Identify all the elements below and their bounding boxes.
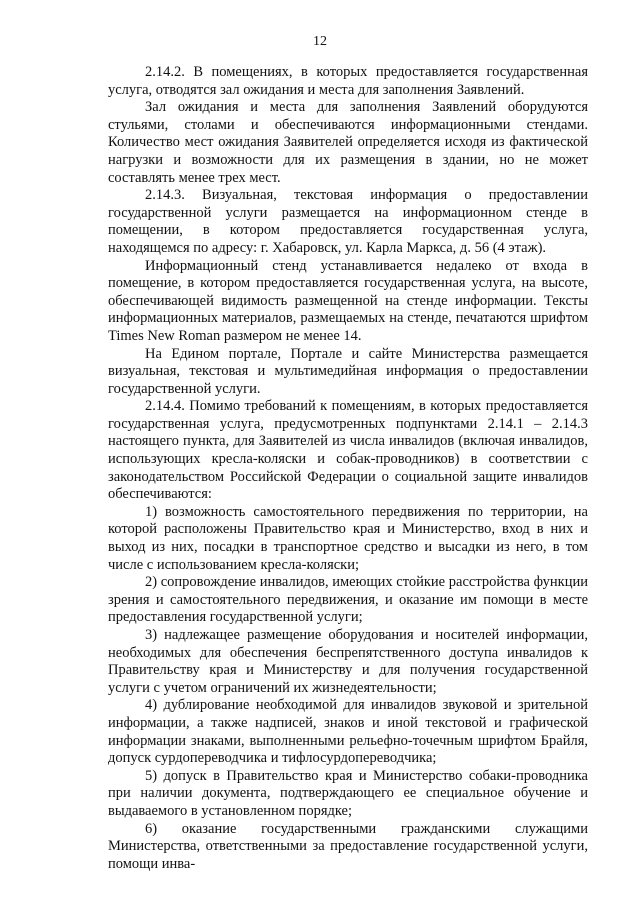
list-item-5: 5) допуск в Правительство края и Министерство собаки-проводника при наличии документа, подтверждающего ее специальное обучение и выдаваемого в установленном порядке; [108, 767, 588, 819]
paragraph-waiting-hall: Зал ожидания и места для заполнения Заявлений оборудуются стульями, столами и обеспечиваются информационными стендами. Количество мест ожидания Заявителей определяется исходя из фактической нагрузки и возможности для их размещения в здании, но не может составлять менее трех мест. [108, 99, 588, 186]
paragraph-2-14-4: 2.14.4. Помимо требований к помещениям, в которых предоставляется государственная услуга, предусмотренных подпунктами 2.14.1 – 2.14.3 настоящего пункта, для Заявителей из числа инвалидов (включая инвалидов, использующих кресла-коляски и собак-проводников) в соответствии с законодательством Российской Федерации о социальной защите инвалидов обеспечиваются: [108, 398, 588, 503]
list-item-1: 1) возможность самостоятельного передвижения по территории, на которой расположены Правительство края и Министерство, вход в них и выход из них, посадки в транспортное средство и высадки из него, в том числе с использованием кресла-коляски; [108, 503, 588, 573]
paragraph-info-stand: Информационный стенд устанавливается недалеко от входа в помещение, в котором предоставляется государственная услуга, на высоте, обеспечивающей видимость размещенной на стенде информации. Тексты информационных материалов, размещаемых на стенде, печатаются шрифтом Times New Roman размером не менее 14. [108, 257, 588, 344]
list-item-3: 3) надлежащее размещение оборудования и носителей информации, необходимых для обеспечения беспрепятственного доступа инвалидов к Правительству края и Министерству и для получения государственной услуги с учетом ограничений их жизнедеятельности; [108, 627, 588, 696]
list-item-2: 2) сопровождение инвалидов, имеющих стойкие расстройства функции зрения и самостоятельного передвижения, и оказание им помощи в месте предоставления государственной услуги; [108, 574, 588, 626]
list-item-4: 4) дублирование необходимой для инвалидов звуковой и зрительной информации, а также надписей, знаков и иной текстовой и графической информации знаками, выполненными рельефно-точечным шрифтом Брайля, допуск сурдопереводчика и тифлосурдопереводчика; [108, 697, 588, 767]
page-number: 12 [313, 34, 327, 49]
list-item-6: 6) оказание государственными гражданскими служащими Министерства, ответственными за предоставление государственной услуги, помощи инва- [108, 820, 588, 872]
paragraph-2-14-2: 2.14.2. В помещениях, в которых предоставляется государственная услуга, отводятся зал ожидания и места для заполнения Заявлений. [108, 64, 588, 98]
paragraph-2-14-3: 2.14.3. Визуальная, текстовая информация о предоставлении государственной услуги размещается на информационном стенде в помещении, в котором предоставляется государственная услуга, находящемся по адресу: г. Хабаровск, ул. Карла Маркса, д. 56 (4 этаж). [108, 187, 588, 256]
document-body [108, 64, 588, 873]
paragraph-portal: На Едином портале, Портале и сайте Министерства размещается визуальная, текстовая и мультимедийная информация о предоставлении государственной услуги. [108, 345, 588, 397]
